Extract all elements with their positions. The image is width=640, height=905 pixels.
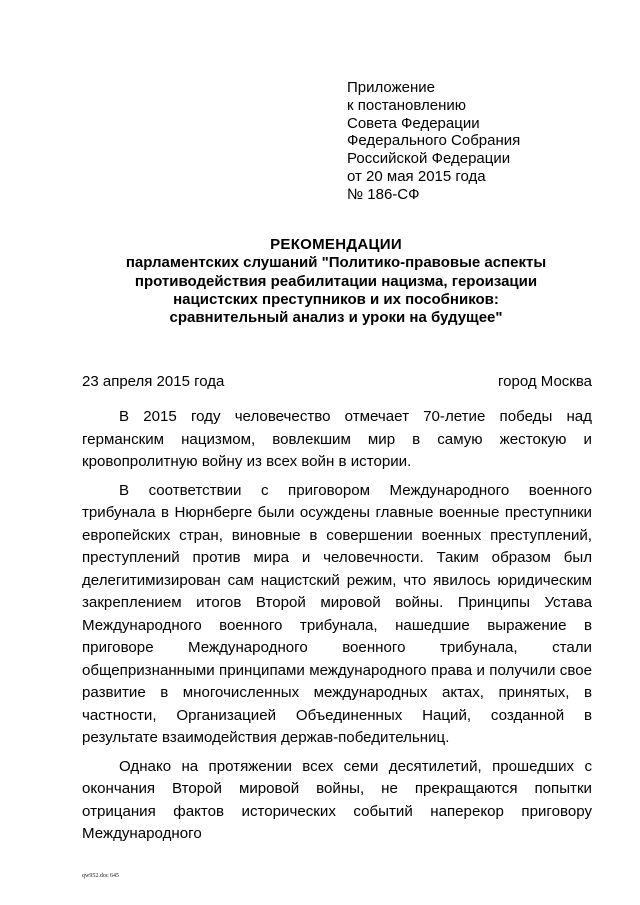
document-body xyxy=(82,406,592,852)
appendix-line: от 20 мая 2015 года xyxy=(347,167,486,185)
body-paragraph: Однако на протяжении всех семи десятилетий, прошедших с окончания Второй мировой войны, не прекращаются попытки отрицания фактов исторических событий наперекор приговору Международного xyxy=(82,757,592,842)
appendix-line: Российской Федерации xyxy=(347,150,511,168)
document-heading xyxy=(80,236,592,327)
body-paragraph: В 2015 году человечество отмечает 70-летие победы над германским нацизмом, вовлекшим мир в самую жестокую и кровопролитную войну из всех войн в истории. xyxy=(82,408,592,470)
subtitle-line: нацистских преступников и их пособников: xyxy=(173,290,499,308)
document-title: РЕКОМЕНДАЦИИ xyxy=(270,236,402,253)
document-place: город Москва xyxy=(498,373,592,390)
document-date: 23 апреля 2015 года xyxy=(82,373,225,390)
subtitle-line: сравнительный анализ и уроки на будущее" xyxy=(169,309,503,327)
appendix-line: к постановлению xyxy=(347,96,466,114)
appendix-line: Совета Федерации xyxy=(347,114,480,132)
appendix-block xyxy=(347,79,520,204)
body-paragraph: В соответствии с приговором Международного военного трибунала в Нюрнберге были осуждены главные военные преступники европейских стран, виновные в совершении военных преступлений, преступлений против мира и человечности. Таким образом был делегитимизирован сам нацистский режим, что явилось юридическим закреплением итогов Второй мировой войны. Принципы Устава Международного военного трибунала, нашедшие выражение в приговоре Международного военного трибунала, стали общепризнанными принципами международного права и получили свое развитие в многочисленных международных актах, принятых, в частности, Организацией Объединенных Наций, созданной в результате взаимодействия держав-победительниц. xyxy=(82,481,592,746)
appendix-line: Федерального Собрания xyxy=(347,132,521,150)
subtitle-line: парламентских слушаний "Политико-правовые аспекты xyxy=(125,254,547,272)
date-place-row xyxy=(82,373,592,390)
appendix-line: Приложение xyxy=(347,79,435,96)
footer-file-ref: qw952.doc 645 xyxy=(82,873,119,879)
appendix-number: № 186-СФ xyxy=(347,185,420,203)
subtitle-line: противодействия реабилитации нацизма, героизации xyxy=(134,272,538,290)
